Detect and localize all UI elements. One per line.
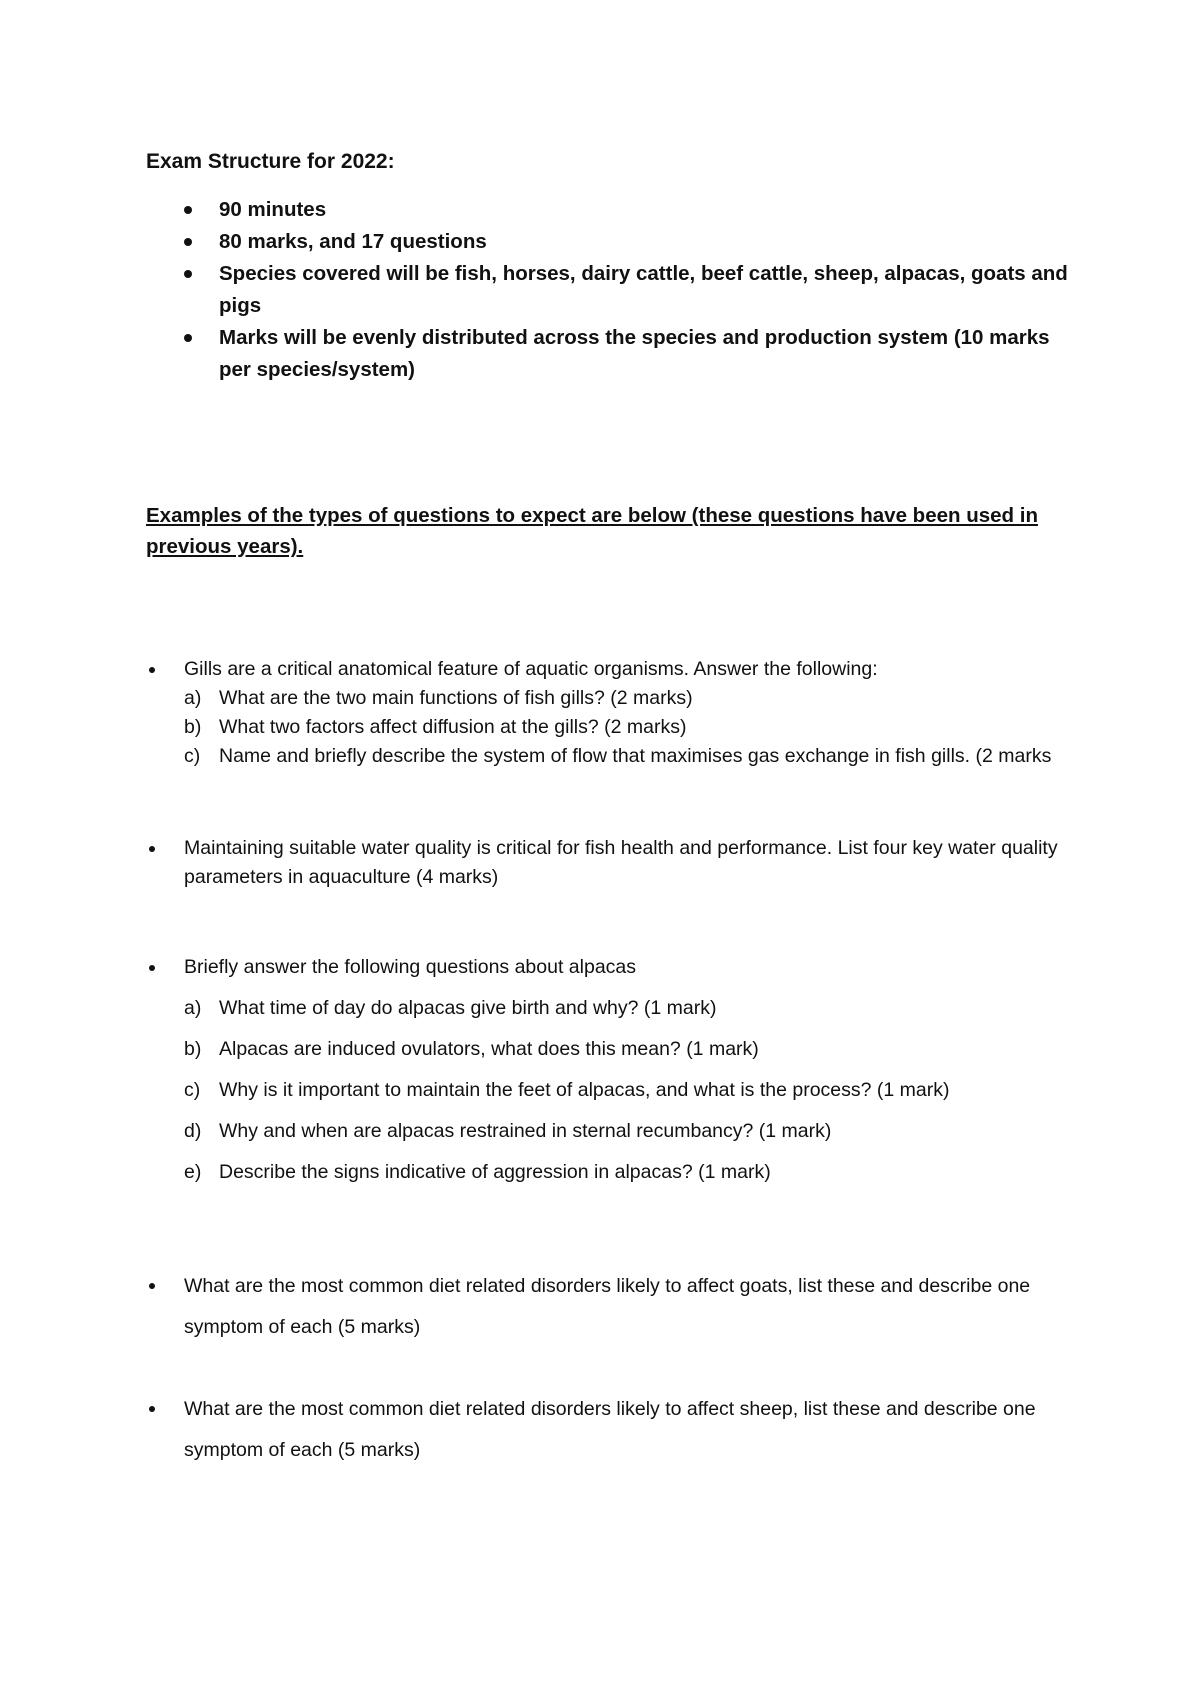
structure-item-text: Species covered will be fish, horses, dairy cattle, beef cattle, sheep, alpacas, goats and pigs	[219, 262, 1068, 317]
question-text: What are the most common diet related disorders likely to affect sheep, list these and describe one symptom of each (5 marks)	[184, 1398, 1036, 1461]
sub-question-list	[146, 684, 1076, 771]
sub-question	[146, 994, 1076, 1023]
sub-question	[146, 742, 1076, 771]
sub-question-text: What time of day do alpacas give birth and why? (1 mark)	[219, 997, 717, 1019]
sub-question-text: Why and when are alpacas restrained in sternal recumbancy? (1 mark)	[219, 1120, 832, 1142]
structure-item-text: 80 marks, and 17 questions	[219, 230, 487, 253]
sub-question-letter: b)	[184, 716, 202, 738]
sub-question-list	[146, 994, 1076, 1187]
question-text: What are the most common diet related disorders likely to affect goats, list these and describe one symptom of each (5 marks)	[184, 1275, 1031, 1338]
sub-question-letter: e)	[184, 1161, 202, 1183]
bullet-icon	[184, 238, 192, 246]
bullet-icon	[149, 1406, 155, 1412]
exam-structure-list	[146, 194, 1076, 386]
bullet-icon	[184, 334, 192, 342]
sub-question-text: What two factors affect diffusion at the gills? (2 marks)	[219, 716, 687, 738]
sub-question	[146, 1117, 1076, 1146]
structure-item	[146, 322, 1076, 386]
bullet-icon	[149, 667, 155, 673]
question-sheep	[146, 1389, 1076, 1471]
sub-question-letter: a)	[184, 997, 202, 1019]
exam-structure-heading: Exam Structure for 2022:	[146, 150, 395, 173]
question-text: Maintaining suitable water quality is critical for fish health and performance. List four key water quality parameters in aquaculture (4 marks)	[184, 837, 1058, 888]
question-text-row	[146, 1389, 1076, 1471]
structure-item	[146, 194, 1076, 226]
question-text-row	[146, 953, 1076, 982]
sub-question-letter: a)	[184, 687, 202, 709]
question-text: Briefly answer the following questions about alpacas	[184, 956, 637, 978]
structure-item-text: 90 minutes	[219, 198, 327, 221]
question-text-row	[146, 1266, 1076, 1348]
bullet-icon	[184, 270, 192, 278]
sub-question-text: Describe the signs indicative of aggression in alpacas? (1 mark)	[219, 1161, 771, 1183]
bullet-icon	[184, 206, 192, 214]
sub-question-letter: c)	[184, 1079, 201, 1101]
sub-question-text: What are the two main functions of fish gills? (2 marks)	[219, 687, 693, 709]
sub-question-text: Alpacas are induced ovulators, what does this mean? (1 mark)	[219, 1038, 759, 1060]
sub-question	[146, 1076, 1076, 1105]
structure-item	[146, 258, 1076, 322]
bullet-icon	[149, 1283, 155, 1289]
question-alpacas	[146, 953, 1076, 1199]
question-goats	[146, 1266, 1076, 1348]
sub-question-text: Name and briefly describe the system of flow that maximises gas exchange in fish gills. (2 marks	[219, 745, 1052, 767]
question-text-row	[146, 655, 1076, 684]
sub-question-letter: b)	[184, 1038, 202, 1060]
sub-question	[146, 1158, 1076, 1187]
structure-item	[146, 226, 1076, 258]
sub-question-letter: d)	[184, 1120, 202, 1142]
sub-question	[146, 713, 1076, 742]
examples-heading: Examples of the types of questions to expect are below (these questions have been used in previous years).	[146, 504, 1038, 558]
bullet-icon	[149, 846, 155, 852]
sub-question	[146, 1035, 1076, 1064]
sub-question	[146, 684, 1076, 713]
question-gills	[146, 655, 1076, 771]
structure-item-text: Marks will be evenly distributed across the species and production system (10 marks per species/system)	[219, 326, 1050, 381]
question-text-row	[146, 834, 1076, 892]
bullet-icon	[149, 965, 155, 971]
question-text: Gills are a critical anatomical feature of aquatic organisms. Answer the following:	[184, 658, 878, 680]
sub-question-text: Why is it important to maintain the feet of alpacas, and what is the process? (1 mark)	[219, 1079, 950, 1101]
question-water-quality	[146, 834, 1076, 892]
sub-question-letter: c)	[184, 745, 201, 767]
